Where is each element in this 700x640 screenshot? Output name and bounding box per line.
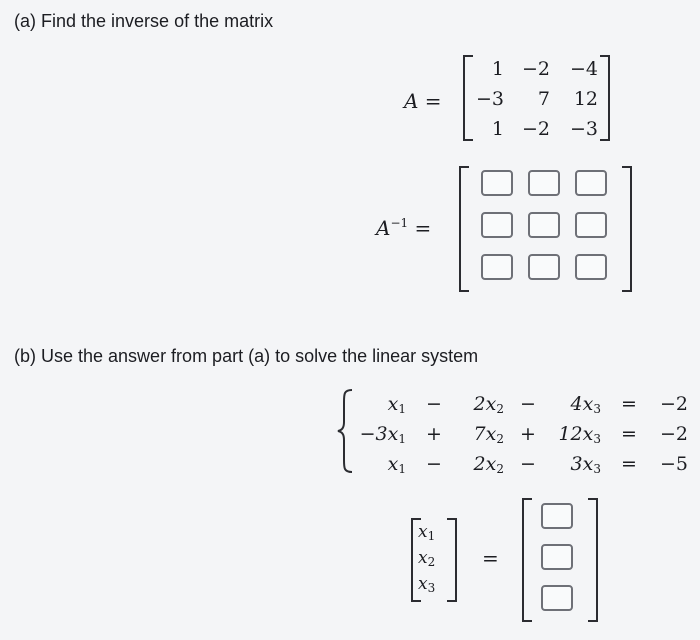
inverse-answer-box[interactable]	[481, 170, 513, 196]
equation-equals: =	[621, 393, 637, 415]
solution-left-bracket	[522, 498, 532, 622]
inverse-answer-box[interactable]	[528, 212, 560, 238]
solution-right-bracket	[588, 498, 598, 622]
equation-operator: −	[520, 393, 536, 415]
part-a-prompt: (a) Find the inverse of the matrix	[14, 11, 274, 31]
equation-equals: =	[621, 453, 637, 475]
inverse-left-bracket	[459, 166, 469, 292]
inverse-answer-box[interactable]	[481, 254, 513, 280]
equation-operator: −	[426, 453, 442, 475]
matrix-a-cell: 1	[491, 58, 504, 80]
equation-operator: +	[426, 423, 442, 445]
matrix-a-cell: 12	[573, 88, 598, 110]
equation-operator: −	[426, 393, 442, 415]
equation-rhs: −2	[659, 423, 688, 445]
inverse-label-base: A	[376, 216, 391, 240]
inverse-label-eq: =	[414, 216, 432, 240]
matrix-a-cell: 7	[537, 88, 550, 110]
inverse-answer-box[interactable]	[528, 254, 560, 280]
solution-answer-box[interactable]	[541, 544, 573, 570]
inverse-answer-box[interactable]	[528, 170, 560, 196]
matrix-a-label: A =	[404, 89, 442, 113]
equation-term: $4x_3$	[570, 393, 601, 416]
part-b-prompt: (b) Use the answer from part (a) to solve the linear system	[14, 346, 479, 366]
solution-answer-box[interactable]	[541, 585, 573, 611]
equation-rhs: −5	[659, 453, 688, 475]
equation-term: $x_1$	[387, 453, 406, 476]
matrix-a-cell: −3	[569, 118, 598, 140]
vector-entry: $x_1$	[418, 522, 436, 543]
matrix-a-cell: 1	[491, 118, 504, 140]
inverse-answer-box[interactable]	[575, 212, 607, 238]
inverse-answer-box[interactable]	[575, 254, 607, 280]
matrix-a-cell: −3	[475, 88, 504, 110]
equation-term: $x_1$	[387, 393, 406, 416]
inverse-right-bracket	[622, 166, 632, 292]
equation-rhs: −2	[659, 393, 688, 415]
equation-operator: −	[520, 453, 536, 475]
inverse-label-sup: −1	[390, 216, 409, 230]
equation-equals: =	[621, 423, 637, 445]
solution-answer-box[interactable]	[541, 503, 573, 529]
equation-term: $2x_2$	[473, 453, 504, 476]
vector-equals: =	[482, 546, 499, 570]
vector-entry: $x_2$	[418, 548, 436, 569]
equation-term: $3x_3$	[570, 453, 601, 476]
matrix-a-cell: −2	[521, 118, 550, 140]
inverse-answer-box[interactable]	[481, 212, 513, 238]
equation-term: $2x_2$	[473, 393, 504, 416]
inverse-answer-box[interactable]	[575, 170, 607, 196]
equation-term: $7x_2$	[473, 423, 504, 446]
equation-operator: +	[520, 423, 536, 445]
equation-term: $-3x_1$	[359, 423, 406, 446]
inverse-label	[376, 216, 431, 240]
matrix-a-cell: −4	[569, 58, 598, 80]
matrix-a-right-bracket	[600, 55, 610, 141]
matrix-a-cell: −2	[521, 58, 550, 80]
equation-term: $12x_3$	[558, 423, 601, 446]
vector-right-bracket	[447, 518, 457, 602]
vector-entry: $x_3$	[418, 574, 436, 595]
